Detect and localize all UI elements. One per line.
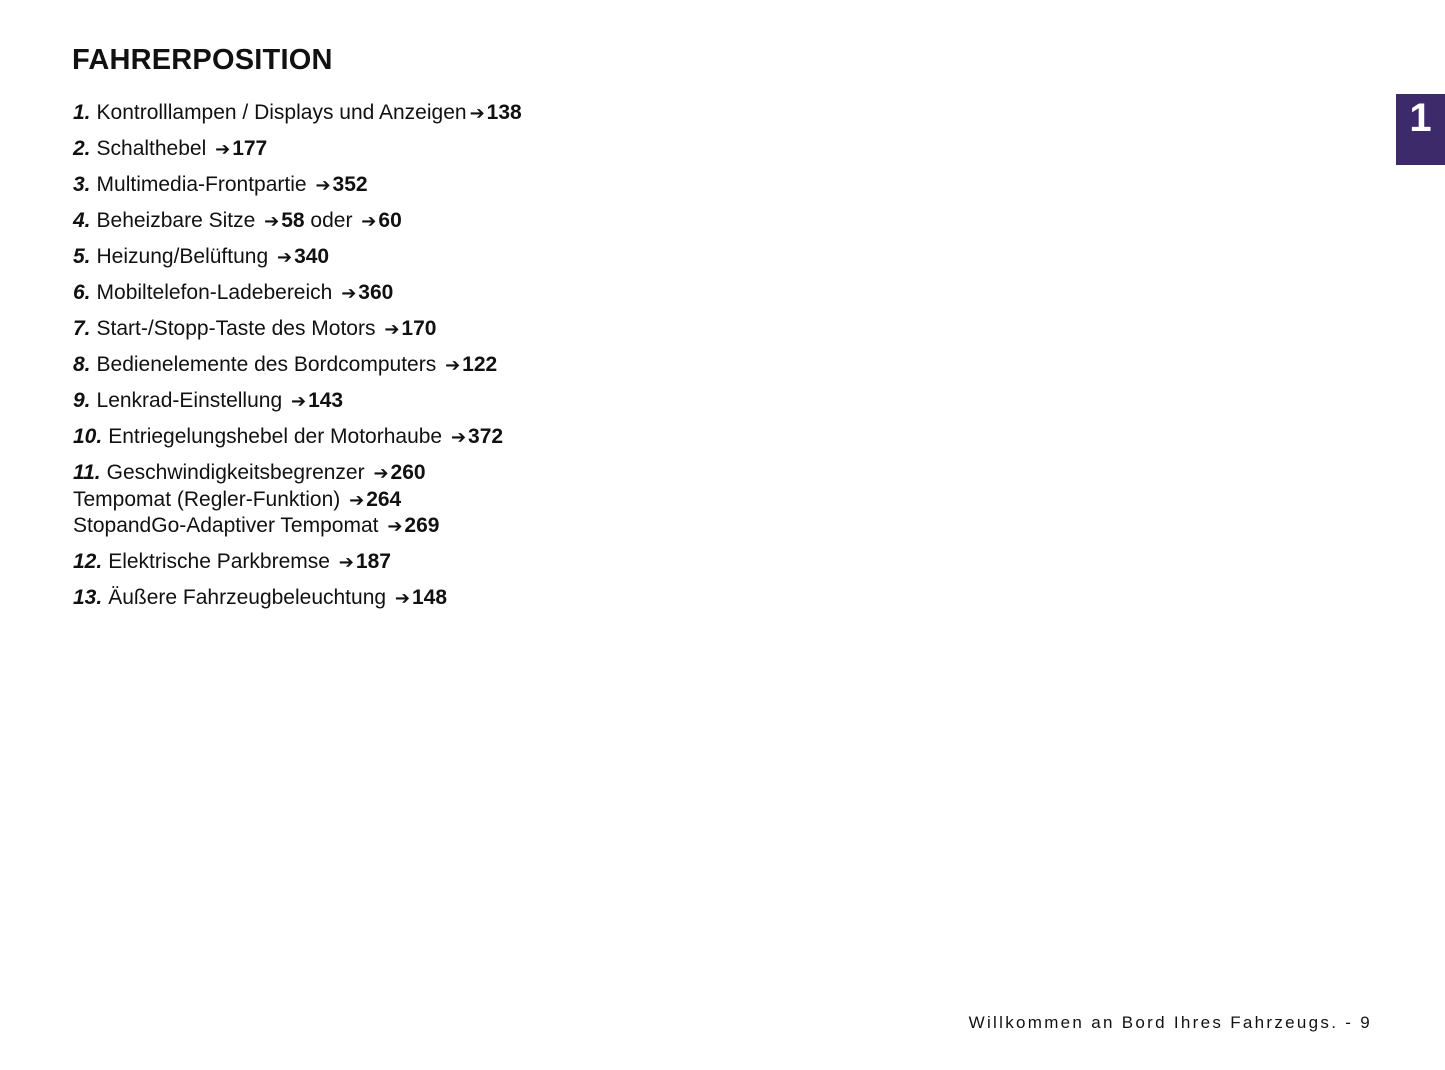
arrow-right-icon: ➔ [361,211,377,231]
item-number: 5. [73,245,91,268]
item-number: 1. [73,101,91,124]
item-number: 8. [73,353,91,376]
page-reference-link[interactable]: 340 [294,245,330,268]
list-item [73,424,522,460]
arrow-right-icon: ➔ [450,427,467,447]
list-item [73,352,522,388]
item-label: Kontrolllampen / Displays und Anzeigen [96,101,467,124]
list-subline [73,487,522,514]
arrow-right-icon: ➔ [315,175,331,195]
list-item [73,280,522,316]
page-reference-link[interactable]: 269 [404,514,440,537]
list-item [73,244,522,280]
arrow-right-icon: ➔ [264,211,280,231]
list-item [73,460,522,549]
item-label: StopandGo-Adaptiver Tempomat [73,514,379,537]
item-number: 4. [73,209,91,232]
page-title: FAHRERPOSITION [72,44,333,76]
page-reference-link[interactable]: 352 [332,173,368,196]
list-item [73,316,522,352]
item-label: Schalthebel [96,137,207,160]
item-number: 7. [73,317,91,340]
chapter-tab [1396,94,1445,165]
page-reference-link[interactable]: 58 [281,209,305,232]
arrow-right-icon: ➔ [469,103,485,123]
item-number: 2. [73,137,91,160]
item-number: 10. [73,425,103,448]
item-number: 11. [73,461,101,484]
arrow-right-icon: ➔ [341,283,357,303]
arrow-right-icon: ➔ [387,516,403,536]
page-reference-link[interactable]: 264 [366,487,402,511]
item-label: Multimedia-Frontpartie [96,173,307,196]
arrow-right-icon: ➔ [349,489,365,510]
item-label: Mobiltelefon-Ladebereich [96,281,333,304]
arrow-right-icon: ➔ [338,552,354,572]
item-label: Heizung/Belüftung [96,245,269,268]
list-item [73,172,522,208]
item-number: 6. [73,281,91,304]
page-reference-link[interactable]: 143 [308,389,344,412]
list-item [73,549,522,585]
arrow-right-icon: ➔ [373,463,389,483]
item-label: Entriegelungshebel der Motorhaube [108,425,443,448]
arrow-right-icon: ➔ [215,139,231,159]
item-label: Bedienelemente des Bordcomputers [96,353,437,376]
page-reference-link[interactable]: 122 [462,353,498,376]
page-reference-link[interactable]: 177 [232,137,268,160]
arrow-right-icon: ➔ [384,319,400,339]
page-reference-link[interactable]: 138 [486,101,522,124]
item-number: 12. [73,550,103,573]
arrow-right-icon: ➔ [290,391,307,411]
list-subline [73,513,522,540]
item-label: Lenkrad-Einstellung [96,389,283,412]
arrow-right-icon: ➔ [394,588,410,608]
item-connector: oder [310,209,353,232]
page-footer: Willkommen an Bord Ihres Fahrzeugs. - 9 [968,1013,1372,1032]
item-number: 13. [73,586,103,609]
list-item [73,100,522,136]
list-item [73,585,522,621]
item-label: Geschwindigkeitsbegrenzer [106,461,365,484]
page-reference-link[interactable]: 60 [378,209,402,232]
list-line [73,460,522,487]
arrow-right-icon: ➔ [445,355,461,375]
item-label: Start-/Stopp-Taste des Motors [96,317,376,340]
page-reference-link[interactable]: 360 [358,281,394,304]
page-reference-link[interactable]: 372 [468,425,504,448]
contents-list [73,100,522,621]
item-label: Beheizbare Sitze [96,209,256,232]
page-reference-link[interactable]: 187 [355,550,391,573]
item-label: Tempomat (Regler-Funktion) [73,487,341,511]
item-number: 3. [73,173,91,196]
chapter-number: 1 [1409,96,1432,140]
arrow-right-icon: ➔ [276,247,293,267]
item-label: Äußere Fahrzeugbeleuchtung [108,586,387,609]
list-item [73,388,522,424]
page-reference-link[interactable]: 170 [401,317,437,340]
item-label: Elektrische Parkbremse [108,550,330,573]
list-item [73,208,522,244]
item-number: 9. [73,389,91,412]
page-reference-link[interactable]: 260 [390,461,426,484]
page-reference-link[interactable]: 148 [412,586,448,609]
list-item [73,136,522,172]
